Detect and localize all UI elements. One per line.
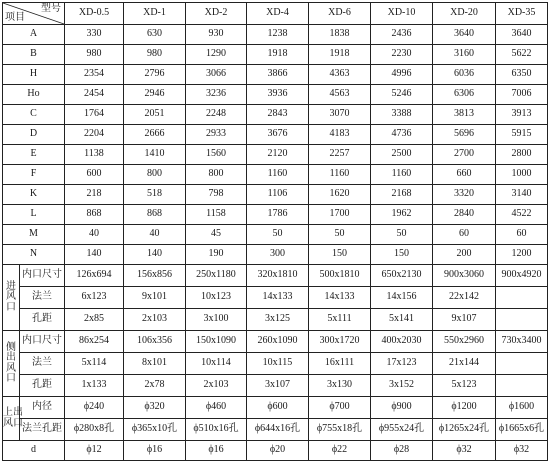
value-cell: 1x133 xyxy=(65,375,124,397)
value-cell: 150 xyxy=(309,245,371,265)
value-cell: 45 xyxy=(186,225,247,245)
value-cell: 4522 xyxy=(496,205,548,225)
value-cell: 800 xyxy=(124,165,186,185)
value-cell: 140 xyxy=(65,245,124,265)
value-cell: 4183 xyxy=(309,125,371,145)
value-cell: 2843 xyxy=(247,105,309,125)
value-cell: 86x254 xyxy=(65,331,124,353)
value-cell: ϕ365x10孔 xyxy=(124,419,186,441)
header-corner-cell xyxy=(3,3,65,25)
dimension-label: N xyxy=(3,245,65,265)
value-cell: 150x1090 xyxy=(186,331,247,353)
value-cell: 3x107 xyxy=(247,375,309,397)
side-outlet-group-label xyxy=(3,331,20,397)
value-cell: 2796 xyxy=(124,65,186,85)
side-outlet-group-char: 出 xyxy=(6,352,16,363)
value-cell: 2051 xyxy=(124,105,186,125)
inlet-sub-label: 孔距 xyxy=(20,309,65,331)
dimension-label: E xyxy=(3,145,65,165)
value-cell: 868 xyxy=(124,205,186,225)
value-cell: 2933 xyxy=(186,125,247,145)
value-cell: 3x125 xyxy=(247,309,309,331)
value-cell: 868 xyxy=(65,205,124,225)
value-cell: 50 xyxy=(309,225,371,245)
value-cell: ϕ510x16孔 xyxy=(186,419,247,441)
model-header-cell: XD-35 xyxy=(496,3,548,25)
value-cell: 156x856 xyxy=(124,265,186,287)
value-cell: 8x101 xyxy=(124,353,186,375)
value-cell: 60 xyxy=(433,225,496,245)
value-cell: 150 xyxy=(371,245,433,265)
side-outlet-sub-label: 孔距 xyxy=(20,375,65,397)
value-cell: 1238 xyxy=(247,25,309,45)
value-cell: 17x123 xyxy=(371,353,433,375)
value-cell: ϕ955x24孔 xyxy=(371,419,433,441)
value-cell: 7006 xyxy=(496,85,548,105)
value-cell: 2x85 xyxy=(65,309,124,331)
value-cell: 218 xyxy=(65,185,124,205)
value-cell: 6036 xyxy=(433,65,496,85)
value-cell: 2120 xyxy=(247,145,309,165)
value-cell: 2x103 xyxy=(124,309,186,331)
value-cell: 3913 xyxy=(496,105,548,125)
dimension-label: K xyxy=(3,185,65,205)
value-cell: 6350 xyxy=(496,65,548,85)
value-cell: ϕ600 xyxy=(247,397,309,419)
inlet-row xyxy=(3,265,548,287)
value-cell: ϕ32 xyxy=(496,441,548,461)
dimension-label: F xyxy=(3,165,65,185)
value-cell: 4996 xyxy=(371,65,433,85)
inlet-row xyxy=(3,309,548,331)
value-cell: 21x144 xyxy=(433,353,496,375)
value-cell: 2454 xyxy=(65,85,124,105)
value-cell: 1918 xyxy=(247,45,309,65)
top-outlet-group-char: 风口 xyxy=(3,417,23,429)
dimension-label: M xyxy=(3,225,65,245)
dimension-label: H xyxy=(3,65,65,85)
value-cell: 3676 xyxy=(247,125,309,145)
value-cell: 2x78 xyxy=(124,375,186,397)
value-cell: 660 xyxy=(433,165,496,185)
top-outlet-sub-label: 内径 xyxy=(20,397,65,419)
dimension-row xyxy=(3,205,548,225)
value-cell: 3236 xyxy=(186,85,247,105)
side-outlet-group-char: 侧 xyxy=(6,341,16,353)
value-cell: 16x111 xyxy=(309,353,371,375)
value-cell: ϕ32 xyxy=(433,441,496,461)
top-outlet-sub-label: 法兰孔距 xyxy=(20,419,65,441)
table-body xyxy=(3,3,548,461)
value-cell: 4736 xyxy=(371,125,433,145)
value-cell: 900x4920 xyxy=(496,265,548,287)
side-outlet-sub-label: 内口尺寸 xyxy=(20,331,65,353)
value-cell: 2946 xyxy=(124,85,186,105)
value-cell: 3070 xyxy=(309,105,371,125)
model-header-cell: XD-20 xyxy=(433,3,496,25)
value-cell: ϕ1600 xyxy=(496,397,548,419)
value-cell: 1000 xyxy=(496,165,548,185)
value-cell: ϕ28 xyxy=(371,441,433,461)
value-cell: 1962 xyxy=(371,205,433,225)
value-cell: ϕ12 xyxy=(65,441,124,461)
value-cell: ϕ16 xyxy=(124,441,186,461)
value-cell: 5x141 xyxy=(371,309,433,331)
value-cell: 1138 xyxy=(65,145,124,165)
inlet-sub-label: 法兰 xyxy=(20,287,65,309)
top-outlet-group-label xyxy=(3,397,23,441)
value-cell: 9x101 xyxy=(124,287,186,309)
d-row xyxy=(3,441,548,461)
value-cell: ϕ460 xyxy=(186,397,247,419)
value-cell: 10x115 xyxy=(247,353,309,375)
value-cell: 630 xyxy=(124,25,186,45)
value-cell: 5696 xyxy=(433,125,496,145)
inlet-group-char: 进 xyxy=(6,280,16,292)
value-cell xyxy=(496,309,548,331)
value-cell: 10x123 xyxy=(186,287,247,309)
header-row xyxy=(3,3,548,25)
value-cell: 250x1180 xyxy=(186,265,247,287)
model-header-cell: XD-0.5 xyxy=(65,3,124,25)
value-cell: ϕ755x18孔 xyxy=(309,419,371,441)
value-cell: 50 xyxy=(371,225,433,245)
value-cell: 126x694 xyxy=(65,265,124,287)
value-cell: ϕ22 xyxy=(309,441,371,461)
value-cell xyxy=(496,375,548,397)
value-cell: 2500 xyxy=(371,145,433,165)
model-header-cell: XD-10 xyxy=(371,3,433,25)
value-cell: ϕ240 xyxy=(65,397,124,419)
value-cell: 3813 xyxy=(433,105,496,125)
value-cell: 1560 xyxy=(186,145,247,165)
value-cell: 3x152 xyxy=(371,375,433,397)
value-cell: 798 xyxy=(186,185,247,205)
value-cell: 1764 xyxy=(65,105,124,125)
value-cell: 1160 xyxy=(309,165,371,185)
value-cell: 5622 xyxy=(496,45,548,65)
value-cell: 2248 xyxy=(186,105,247,125)
value-cell: 14x133 xyxy=(247,287,309,309)
value-cell: 60 xyxy=(496,225,548,245)
inlet-group-char: 口 xyxy=(6,301,16,313)
value-cell: 1160 xyxy=(247,165,309,185)
value-cell: 2168 xyxy=(371,185,433,205)
dimension-row xyxy=(3,185,548,205)
value-cell: 6x123 xyxy=(65,287,124,309)
value-cell: 5915 xyxy=(496,125,548,145)
value-cell: 900x3060 xyxy=(433,265,496,287)
value-cell: 550x2960 xyxy=(433,331,496,353)
side-outlet-group-char: 风 xyxy=(6,362,16,374)
value-cell: 1620 xyxy=(309,185,371,205)
value-cell: 2257 xyxy=(309,145,371,165)
value-cell: 5x111 xyxy=(309,309,371,331)
value-cell: 730x3400 xyxy=(496,331,548,353)
side-outlet-row xyxy=(3,331,548,353)
dimension-label: L xyxy=(3,205,65,225)
model-header-cell: XD-6 xyxy=(309,3,371,25)
value-cell: 3640 xyxy=(496,25,548,45)
value-cell: 4563 xyxy=(309,85,371,105)
dimension-row xyxy=(3,25,548,45)
value-cell xyxy=(496,353,548,375)
value-cell: 2840 xyxy=(433,205,496,225)
value-cell: 14x156 xyxy=(371,287,433,309)
value-cell: 1160 xyxy=(371,165,433,185)
value-cell: 980 xyxy=(65,45,124,65)
value-cell: 330 xyxy=(65,25,124,45)
dimension-label: A xyxy=(3,25,65,45)
value-cell: 3x100 xyxy=(186,309,247,331)
value-cell: 3066 xyxy=(186,65,247,85)
value-cell: 400x2030 xyxy=(371,331,433,353)
value-cell: 6306 xyxy=(433,85,496,105)
value-cell: 3x130 xyxy=(309,375,371,397)
value-cell: ϕ1200 xyxy=(433,397,496,419)
side-outlet-row xyxy=(3,375,548,397)
value-cell: 320x1810 xyxy=(247,265,309,287)
value-cell: 300x1720 xyxy=(309,331,371,353)
model-header-cell: XD-1 xyxy=(124,3,186,25)
value-cell: 500x1810 xyxy=(309,265,371,287)
value-cell: 2230 xyxy=(371,45,433,65)
value-cell: 2354 xyxy=(65,65,124,85)
value-cell: 1290 xyxy=(186,45,247,65)
value-cell: 600 xyxy=(65,165,124,185)
value-cell: 5246 xyxy=(371,85,433,105)
dimension-row xyxy=(3,125,548,145)
dimension-row xyxy=(3,65,548,85)
model-corner-label: 型号 xyxy=(41,3,61,14)
inlet-group-char: 风 xyxy=(6,291,16,303)
value-cell: 190 xyxy=(186,245,247,265)
d-label: d xyxy=(3,441,65,461)
value-cell: 1200 xyxy=(496,245,548,265)
value-cell: 2666 xyxy=(124,125,186,145)
value-cell: 1838 xyxy=(309,25,371,45)
value-cell: 5x114 xyxy=(65,353,124,375)
value-cell: ϕ16 xyxy=(186,441,247,461)
side-outlet-sub-label: 法兰 xyxy=(20,353,65,375)
spec-table-wrapper xyxy=(2,2,547,456)
value-cell: 200 xyxy=(433,245,496,265)
dimension-label: B xyxy=(3,45,65,65)
value-cell: 2204 xyxy=(65,125,124,145)
inlet-group-label xyxy=(3,265,20,331)
value-cell: 930 xyxy=(186,25,247,45)
value-cell: 9x107 xyxy=(433,309,496,331)
value-cell: 3640 xyxy=(433,25,496,45)
value-cell: 14x133 xyxy=(309,287,371,309)
value-cell: 1410 xyxy=(124,145,186,165)
value-cell: 40 xyxy=(124,225,186,245)
value-cell: 1786 xyxy=(247,205,309,225)
value-cell: 5x123 xyxy=(433,375,496,397)
value-cell: ϕ700 xyxy=(309,397,371,419)
value-cell: 3936 xyxy=(247,85,309,105)
value-cell: 22x142 xyxy=(433,287,496,309)
value-cell: 2x103 xyxy=(186,375,247,397)
value-cell: ϕ900 xyxy=(371,397,433,419)
top-outlet-row xyxy=(3,419,548,441)
value-cell: 800 xyxy=(186,165,247,185)
value-cell: 3866 xyxy=(247,65,309,85)
value-cell: 1918 xyxy=(309,45,371,65)
dimension-row xyxy=(3,85,548,105)
value-cell: 650x2130 xyxy=(371,265,433,287)
value-cell: ϕ1265x24孔 xyxy=(433,419,496,441)
side-outlet-row xyxy=(3,353,548,375)
dimension-label: C xyxy=(3,105,65,125)
value-cell: ϕ320 xyxy=(124,397,186,419)
side-outlet-group-char: 口 xyxy=(6,373,16,384)
value-cell: 140 xyxy=(124,245,186,265)
model-header-cell: XD-2 xyxy=(186,3,247,25)
value-cell: ϕ20 xyxy=(247,441,309,461)
value-cell: 3320 xyxy=(433,185,496,205)
value-cell: ϕ1665x6孔 xyxy=(496,419,548,441)
value-cell: ϕ644x16孔 xyxy=(247,419,309,441)
dimension-label: Ho xyxy=(3,85,65,105)
value-cell: 50 xyxy=(247,225,309,245)
inlet-row xyxy=(3,287,548,309)
dimension-row xyxy=(3,165,548,185)
value-cell: 2700 xyxy=(433,145,496,165)
dimension-row xyxy=(3,45,548,65)
value-cell: ϕ280x8孔 xyxy=(65,419,124,441)
dimension-row xyxy=(3,145,548,165)
top-outlet-group-char: 上出 xyxy=(3,407,23,418)
item-corner-label: 项目 xyxy=(5,11,25,23)
top-outlet-row xyxy=(3,397,548,419)
dimension-row xyxy=(3,225,548,245)
value-cell: 518 xyxy=(124,185,186,205)
value-cell xyxy=(496,287,548,309)
value-cell: 300 xyxy=(247,245,309,265)
value-cell: 2800 xyxy=(496,145,548,165)
value-cell: 1158 xyxy=(186,205,247,225)
dimension-label: D xyxy=(3,125,65,145)
inlet-sub-label: 内口尺寸 xyxy=(20,265,65,287)
value-cell: 4363 xyxy=(309,65,371,85)
dimension-spec-table xyxy=(2,2,548,461)
value-cell: 10x114 xyxy=(186,353,247,375)
value-cell: 260x1090 xyxy=(247,331,309,353)
model-header-cell: XD-4 xyxy=(247,3,309,25)
dimension-row xyxy=(3,105,548,125)
value-cell: 3160 xyxy=(433,45,496,65)
value-cell: 1700 xyxy=(309,205,371,225)
value-cell: 40 xyxy=(65,225,124,245)
value-cell: 980 xyxy=(124,45,186,65)
dimension-row xyxy=(3,245,548,265)
value-cell: 1106 xyxy=(247,185,309,205)
value-cell: 106x356 xyxy=(124,331,186,353)
value-cell: 3388 xyxy=(371,105,433,125)
value-cell: 2436 xyxy=(371,25,433,45)
value-cell: 3140 xyxy=(496,185,548,205)
